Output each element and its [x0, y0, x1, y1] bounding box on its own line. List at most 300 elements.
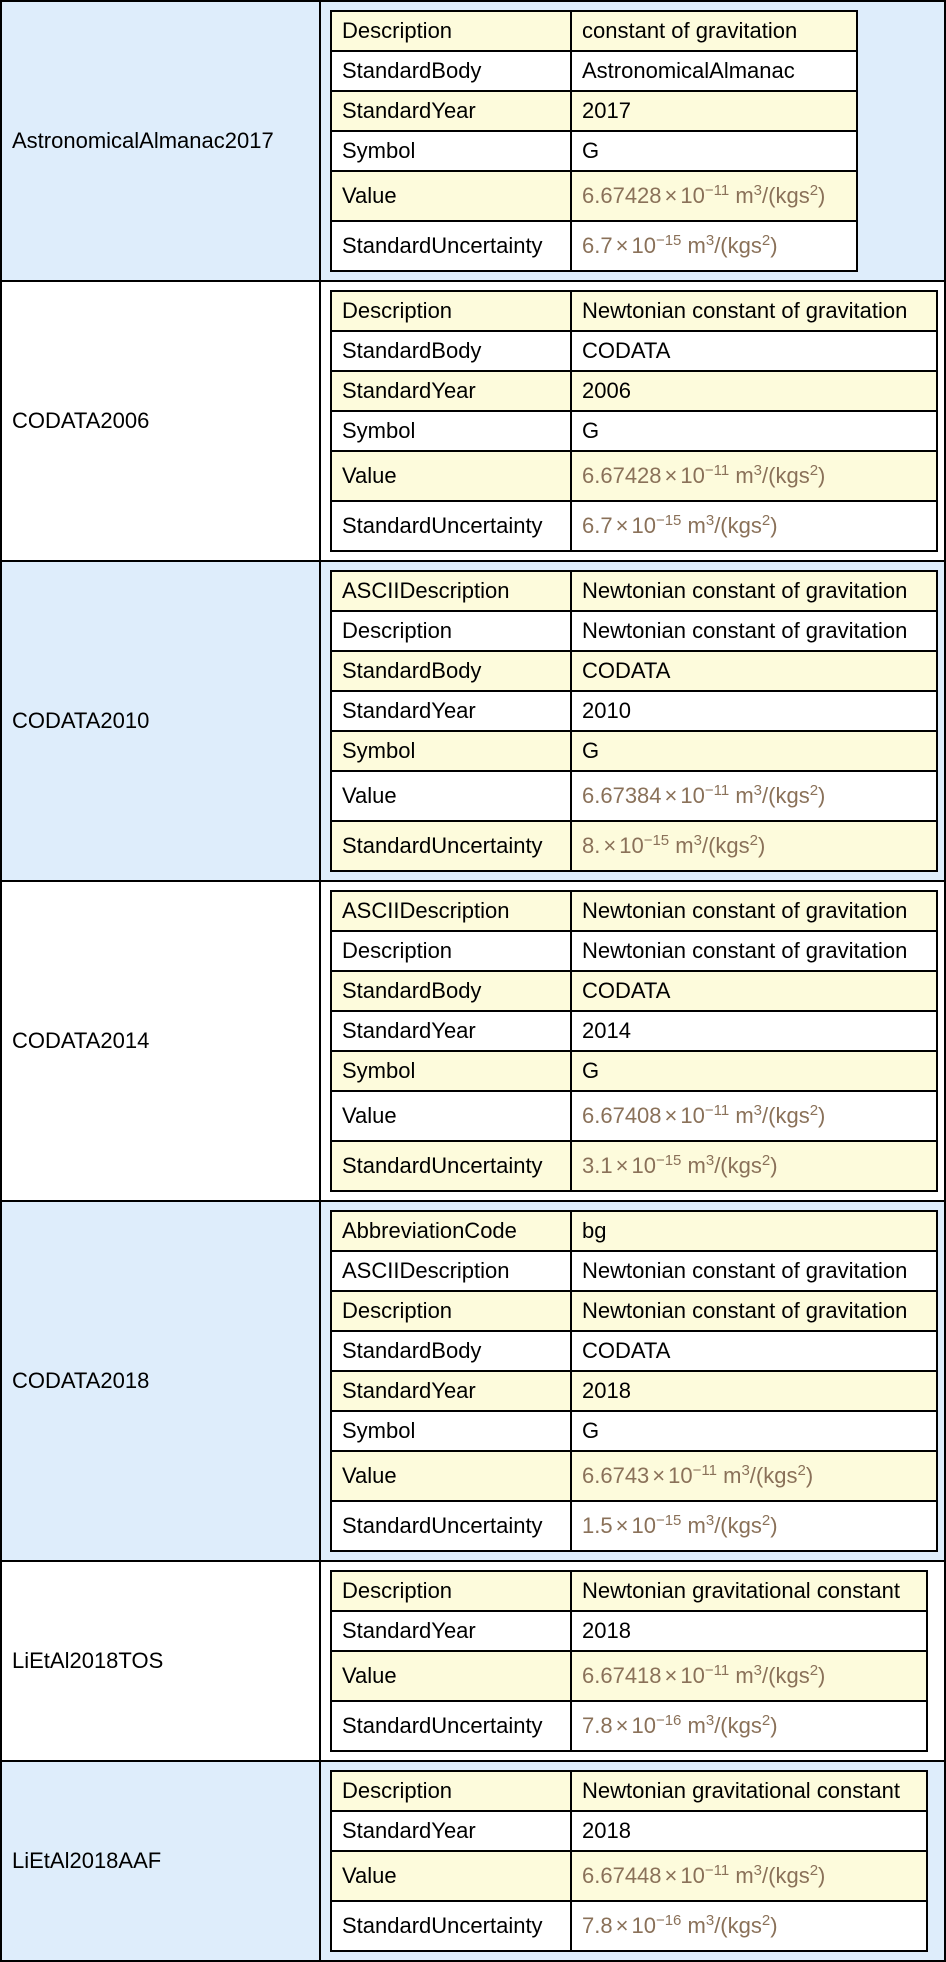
- quantity-part: 8.: [582, 833, 601, 858]
- property-name: StandardBody: [331, 971, 571, 1011]
- property-value: Newtonian constant of gravitation: [571, 891, 937, 931]
- quantity-part: 10: [631, 233, 656, 258]
- entry-properties-cell: [320, 281, 945, 561]
- property-name: StandardUncertainty: [331, 1501, 571, 1551]
- quantity-part: /(kg: [762, 1103, 799, 1128]
- property-row: [331, 371, 937, 411]
- quantity-part: 6.67428: [582, 463, 662, 488]
- quantity-part: 10: [680, 463, 705, 488]
- property-row: [331, 1291, 937, 1331]
- property-name: Value: [331, 451, 571, 501]
- quantity-exponent: −15: [655, 232, 682, 249]
- property-value: [571, 1851, 927, 1901]
- quantity-part: /(kg: [701, 833, 739, 858]
- quantity-part: /(kg: [762, 1863, 799, 1888]
- quantity-part: m: [687, 513, 706, 538]
- quantity-part: s: [750, 1153, 762, 1178]
- quantity-exponent: 3: [705, 1912, 715, 1929]
- quantity-part: 6.67428: [582, 183, 662, 208]
- property-value: bg: [571, 1211, 937, 1251]
- quantity-part: /(kg: [714, 1513, 751, 1538]
- quantity-exponent: 2: [749, 832, 758, 849]
- quantity-part: ×: [615, 1713, 629, 1738]
- quantity-exponent: 2: [761, 1152, 771, 1169]
- quantity-part: 10: [631, 1513, 656, 1538]
- quantity-part: s: [738, 833, 750, 858]
- quantity-part: ×: [652, 1463, 666, 1488]
- property-table: [330, 570, 938, 872]
- quantity-part: ): [757, 833, 766, 858]
- quantity-part: 10: [680, 1663, 705, 1688]
- property-value: [571, 221, 857, 271]
- property-value: G: [571, 411, 937, 451]
- property-name: Symbol: [331, 411, 571, 451]
- quantity-value: [582, 783, 825, 808]
- quantity-part: 6.67418: [582, 1663, 662, 1688]
- quantity-part: 7.8: [582, 1713, 613, 1738]
- quantity-value: [582, 1153, 778, 1178]
- quantity-value: [582, 1513, 778, 1538]
- quantity-part: 10: [631, 513, 656, 538]
- quantity-exponent: 2: [797, 1462, 806, 1479]
- quantity-part: s: [750, 1713, 762, 1738]
- quantity-exponent: 3: [705, 512, 715, 529]
- quantity-part: s: [798, 1663, 810, 1688]
- property-row: [331, 611, 937, 651]
- quantity-value: [582, 1863, 825, 1888]
- quantity-part: ×: [664, 1863, 678, 1888]
- property-row: [331, 1701, 927, 1751]
- quantity-value: [582, 1713, 778, 1738]
- quantity-exponent: −15: [655, 1152, 682, 1169]
- property-name: StandardBody: [331, 1331, 571, 1371]
- property-table: [330, 1770, 928, 1952]
- quantity-part: s: [750, 513, 762, 538]
- property-row: [331, 1331, 937, 1371]
- quantity-part: 7.8: [582, 1913, 613, 1938]
- quantity-part: /(kg: [714, 1153, 751, 1178]
- quantity-part: ×: [615, 1153, 629, 1178]
- property-value: G: [571, 1051, 937, 1091]
- quantity-part: ): [818, 183, 826, 208]
- quantity-part: m: [687, 1153, 706, 1178]
- quantity-part: /(kg: [749, 1463, 787, 1488]
- quantity-part: ): [818, 1863, 826, 1888]
- quantity-part: m: [723, 1463, 742, 1488]
- property-row: [331, 331, 937, 371]
- quantity-part: m: [675, 833, 694, 858]
- quantity-part: m: [735, 463, 754, 488]
- quantity-exponent: 2: [809, 1862, 819, 1879]
- quantity-exponent: 2: [809, 462, 819, 479]
- property-name: Description: [331, 611, 571, 651]
- quantity-exponent: 3: [753, 1862, 763, 1879]
- quantity-part: /(kg: [762, 183, 799, 208]
- property-value: [571, 1091, 937, 1141]
- quantity-part: ×: [603, 833, 617, 858]
- quantity-value: [582, 1463, 813, 1488]
- quantity-part: ×: [615, 233, 629, 258]
- quantity-part: /(kg: [714, 1913, 751, 1938]
- property-table: [330, 1210, 938, 1552]
- property-value: CODATA: [571, 1331, 937, 1371]
- quantity-part: 6.67408: [582, 1103, 662, 1128]
- quantity-part: ×: [664, 1103, 678, 1128]
- quantity-exponent: −11: [704, 182, 730, 199]
- entry-key: CODATA2006: [1, 281, 320, 561]
- quantity-part: 10: [680, 1863, 705, 1888]
- entry-key: LiEtAl2018AAF: [1, 1761, 320, 1961]
- property-table: [330, 890, 938, 1192]
- entry-row: [1, 1761, 945, 1961]
- property-name: StandardYear: [331, 1011, 571, 1051]
- quantity-exponent: 3: [705, 1512, 715, 1529]
- entry-row: [1, 1, 945, 281]
- property-value: [571, 171, 857, 221]
- quantity-value: [582, 513, 778, 538]
- quantity-part: 10: [631, 1913, 656, 1938]
- quantity-part: 6.67448: [582, 1863, 662, 1888]
- property-row: [331, 891, 937, 931]
- property-row: [331, 931, 937, 971]
- quantity-part: ): [770, 513, 778, 538]
- quantity-exponent: −11: [704, 1102, 730, 1119]
- property-name: Symbol: [331, 1411, 571, 1451]
- entry-key: CODATA2010: [1, 561, 320, 881]
- property-table: [330, 1570, 928, 1752]
- entry-properties-cell: [320, 561, 945, 881]
- quantity-part: 10: [680, 1103, 705, 1128]
- property-row: [331, 691, 937, 731]
- property-name: Description: [331, 1291, 571, 1331]
- property-row: [331, 771, 937, 821]
- quantity-value: [582, 1103, 825, 1128]
- property-name: StandardUncertainty: [331, 1701, 571, 1751]
- property-value: [571, 1701, 927, 1751]
- quantity-value: [582, 1913, 778, 1938]
- quantity-part: 6.7: [582, 233, 613, 258]
- quantity-exponent: 3: [753, 1102, 763, 1119]
- quantity-value: [582, 233, 778, 258]
- property-value: 2014: [571, 1011, 937, 1051]
- property-row: [331, 1411, 937, 1451]
- property-value: Newtonian constant of gravitation: [571, 571, 937, 611]
- property-row: [331, 731, 937, 771]
- quantity-part: ): [770, 1913, 778, 1938]
- quantity-part: 6.67384: [582, 783, 662, 808]
- quantity-part: s: [798, 1863, 810, 1888]
- entry-row: [1, 1201, 945, 1561]
- property-row: [331, 1771, 927, 1811]
- quantity-exponent: 2: [761, 232, 771, 249]
- property-value: Newtonian constant of gravitation: [571, 1291, 937, 1331]
- property-value: [571, 501, 937, 551]
- quantity-part: 6.7: [582, 513, 613, 538]
- entry-row: [1, 281, 945, 561]
- property-name: Value: [331, 1091, 571, 1141]
- property-value: 2018: [571, 1611, 927, 1651]
- property-row: [331, 91, 857, 131]
- property-row: [331, 411, 937, 451]
- property-row: [331, 571, 937, 611]
- quantity-exponent: 2: [809, 182, 819, 199]
- entry-properties-cell: [320, 1561, 945, 1761]
- property-row: [331, 1851, 927, 1901]
- entry-properties-cell: [320, 881, 945, 1201]
- property-row: [331, 1051, 937, 1091]
- quantity-part: s: [798, 783, 810, 808]
- property-row: [331, 1901, 927, 1951]
- property-name: StandardBody: [331, 651, 571, 691]
- property-row: [331, 1211, 937, 1251]
- property-value: [571, 1651, 927, 1701]
- quantity-part: 10: [680, 183, 705, 208]
- property-value: G: [571, 131, 857, 171]
- quantity-part: s: [750, 1913, 762, 1938]
- quantity-exponent: 2: [809, 1662, 819, 1679]
- quantity-part: 10: [631, 1713, 656, 1738]
- property-name: ASCIIDescription: [331, 571, 571, 611]
- quantity-part: 10: [619, 833, 644, 858]
- quantity-part: ): [805, 1463, 814, 1488]
- property-name: Symbol: [331, 131, 571, 171]
- property-table: [330, 290, 938, 552]
- property-value: 2010: [571, 691, 937, 731]
- property-value: G: [571, 731, 937, 771]
- quantity-part: m: [687, 1513, 706, 1538]
- quantity-part: ×: [664, 783, 678, 808]
- quantity-exponent: 3: [753, 782, 763, 799]
- property-row: [331, 501, 937, 551]
- property-row: [331, 1251, 937, 1291]
- quantity-part: m: [735, 1663, 754, 1688]
- property-value: CODATA: [571, 971, 937, 1011]
- quantity-part: 6.6743: [582, 1463, 650, 1488]
- property-name: Value: [331, 771, 571, 821]
- quantity-part: ): [818, 463, 826, 488]
- property-value: Newtonian gravitational constant: [571, 1771, 927, 1811]
- quantity-part: 10: [680, 783, 705, 808]
- property-name: StandardUncertainty: [331, 821, 571, 871]
- quantity-part: m: [735, 1863, 754, 1888]
- property-row: [331, 1811, 927, 1851]
- quantity-exponent: 3: [741, 1462, 750, 1479]
- property-name: StandardYear: [331, 691, 571, 731]
- property-row: [331, 971, 937, 1011]
- quantity-part: m: [735, 1103, 754, 1128]
- property-row: [331, 221, 857, 271]
- quantity-exponent: 3: [753, 1662, 763, 1679]
- property-name: Description: [331, 931, 571, 971]
- entry-properties-cell: [320, 1761, 945, 1961]
- property-value: Newtonian gravitational constant: [571, 1571, 927, 1611]
- quantity-part: m: [735, 783, 754, 808]
- quantity-exponent: 2: [809, 1102, 819, 1119]
- property-value: [571, 771, 937, 821]
- quantity-part: ): [770, 1513, 778, 1538]
- property-value: CODATA: [571, 651, 937, 691]
- quantity-exponent: 3: [753, 182, 763, 199]
- property-row: [331, 1371, 937, 1411]
- property-value: G: [571, 1411, 937, 1451]
- quantity-exponent: −11: [692, 1462, 717, 1479]
- quantity-part: ): [770, 1153, 778, 1178]
- property-name: Description: [331, 1771, 571, 1811]
- quantity-exponent: −11: [704, 1662, 730, 1679]
- property-row: [331, 1011, 937, 1051]
- quantity-part: m: [687, 1913, 706, 1938]
- property-name: StandardUncertainty: [331, 221, 571, 271]
- quantity-part: m: [735, 183, 754, 208]
- quantity-part: /(kg: [714, 233, 751, 258]
- property-value: CODATA: [571, 331, 937, 371]
- quantity-part: s: [750, 233, 762, 258]
- quantity-part: /(kg: [762, 783, 799, 808]
- property-row: [331, 171, 857, 221]
- entry-row: [1, 561, 945, 881]
- quantity-part: /(kg: [714, 1713, 751, 1738]
- property-row: [331, 821, 937, 871]
- quantity-part: /(kg: [762, 463, 799, 488]
- quantity-exponent: −15: [655, 1512, 682, 1529]
- property-row: [331, 1651, 927, 1701]
- quantity-value: [582, 463, 825, 488]
- quantity-part: ×: [615, 1913, 629, 1938]
- property-value: [571, 451, 937, 501]
- property-name: ASCIIDescription: [331, 891, 571, 931]
- quantity-exponent: −16: [655, 1712, 682, 1729]
- property-name: Value: [331, 1851, 571, 1901]
- quantity-value: [582, 183, 825, 208]
- quantity-exponent: 3: [705, 1152, 715, 1169]
- quantity-part: 10: [631, 1153, 656, 1178]
- quantity-exponent: 2: [809, 782, 819, 799]
- quantity-part: 3.1: [582, 1153, 613, 1178]
- property-row: [331, 1141, 937, 1191]
- property-row: [331, 51, 857, 91]
- property-name: Value: [331, 1451, 571, 1501]
- property-value: 2006: [571, 371, 937, 411]
- quantity-part: ): [770, 1713, 778, 1738]
- property-name: Symbol: [331, 731, 571, 771]
- entry-key: AstronomicalAlmanac2017: [1, 1, 320, 281]
- entry-properties-cell: [320, 1, 945, 281]
- quantity-exponent: −15: [643, 832, 670, 849]
- property-value: Newtonian constant of gravitation: [571, 291, 937, 331]
- property-name: Symbol: [331, 1051, 571, 1091]
- property-name: Value: [331, 171, 571, 221]
- quantity-part: /(kg: [714, 513, 751, 538]
- quantity-exponent: −15: [655, 512, 682, 529]
- quantity-part: s: [786, 1463, 798, 1488]
- quantity-exponent: 3: [693, 832, 702, 849]
- property-name: StandardBody: [331, 331, 571, 371]
- property-row: [331, 131, 857, 171]
- property-name: StandardYear: [331, 1811, 571, 1851]
- quantity-exponent: −11: [704, 782, 730, 799]
- quantity-exponent: 3: [705, 1712, 715, 1729]
- quantity-part: ): [818, 783, 826, 808]
- property-name: StandardYear: [331, 1611, 571, 1651]
- property-row: [331, 1611, 927, 1651]
- quantity-part: ×: [615, 1513, 629, 1538]
- quantity-exponent: 2: [761, 512, 771, 529]
- property-value: [571, 1901, 927, 1951]
- quantity-exponent: 2: [761, 1712, 771, 1729]
- quantity-exponent: 3: [753, 462, 763, 479]
- property-value: [571, 1141, 937, 1191]
- quantity-part: ×: [664, 463, 678, 488]
- property-name: Value: [331, 1651, 571, 1701]
- quantity-part: ): [770, 233, 778, 258]
- property-name: AbbreviationCode: [331, 1211, 571, 1251]
- property-name: StandardBody: [331, 51, 571, 91]
- quantity-part: ×: [615, 513, 629, 538]
- property-row: [331, 451, 937, 501]
- quantity-part: 10: [668, 1463, 693, 1488]
- quantity-value: [582, 833, 765, 858]
- property-table: [330, 10, 858, 272]
- property-name: Description: [331, 291, 571, 331]
- property-row: [331, 1571, 927, 1611]
- property-value: constant of gravitation: [571, 11, 857, 51]
- property-name: StandardUncertainty: [331, 501, 571, 551]
- quantity-part: s: [798, 1103, 810, 1128]
- property-value: 2018: [571, 1371, 937, 1411]
- property-name: StandardUncertainty: [331, 1141, 571, 1191]
- quantity-part: s: [798, 183, 810, 208]
- entry-key: CODATA2014: [1, 881, 320, 1201]
- property-row: [331, 1501, 937, 1551]
- property-name: ASCIIDescription: [331, 1251, 571, 1291]
- quantity-value: [582, 1663, 825, 1688]
- property-value: [571, 1451, 937, 1501]
- entry-key: CODATA2018: [1, 1201, 320, 1561]
- property-name: StandardYear: [331, 91, 571, 131]
- quantity-part: s: [798, 463, 810, 488]
- property-value: [571, 1501, 937, 1551]
- quantity-part: ×: [664, 1663, 678, 1688]
- property-value: Newtonian constant of gravitation: [571, 611, 937, 651]
- quantity-part: ): [818, 1103, 826, 1128]
- property-value: [571, 821, 937, 871]
- property-value: 2017: [571, 91, 857, 131]
- property-row: [331, 1451, 937, 1501]
- property-name: Description: [331, 11, 571, 51]
- quantity-part: m: [687, 1713, 706, 1738]
- entry-row: [1, 881, 945, 1201]
- quantity-part: ×: [664, 183, 678, 208]
- property-name: StandardYear: [331, 371, 571, 411]
- quantity-exponent: 2: [761, 1512, 771, 1529]
- quantity-part: ): [818, 1663, 826, 1688]
- quantity-exponent: 2: [761, 1912, 771, 1929]
- quantity-part: /(kg: [762, 1663, 799, 1688]
- property-value: Newtonian constant of gravitation: [571, 931, 937, 971]
- property-name: Description: [331, 1571, 571, 1611]
- quantity-part: m: [687, 233, 706, 258]
- property-value: Newtonian constant of gravitation: [571, 1251, 937, 1291]
- entry-key: LiEtAl2018TOS: [1, 1561, 320, 1761]
- quantity-exponent: 3: [705, 232, 715, 249]
- property-name: StandardUncertainty: [331, 1901, 571, 1951]
- quantity-exponent: −11: [704, 1862, 730, 1879]
- property-row: [331, 651, 937, 691]
- entry-properties-cell: [320, 1201, 945, 1561]
- property-value: 2018: [571, 1811, 927, 1851]
- quantity-exponent: −16: [655, 1912, 682, 1929]
- property-value: AstronomicalAlmanac: [571, 51, 857, 91]
